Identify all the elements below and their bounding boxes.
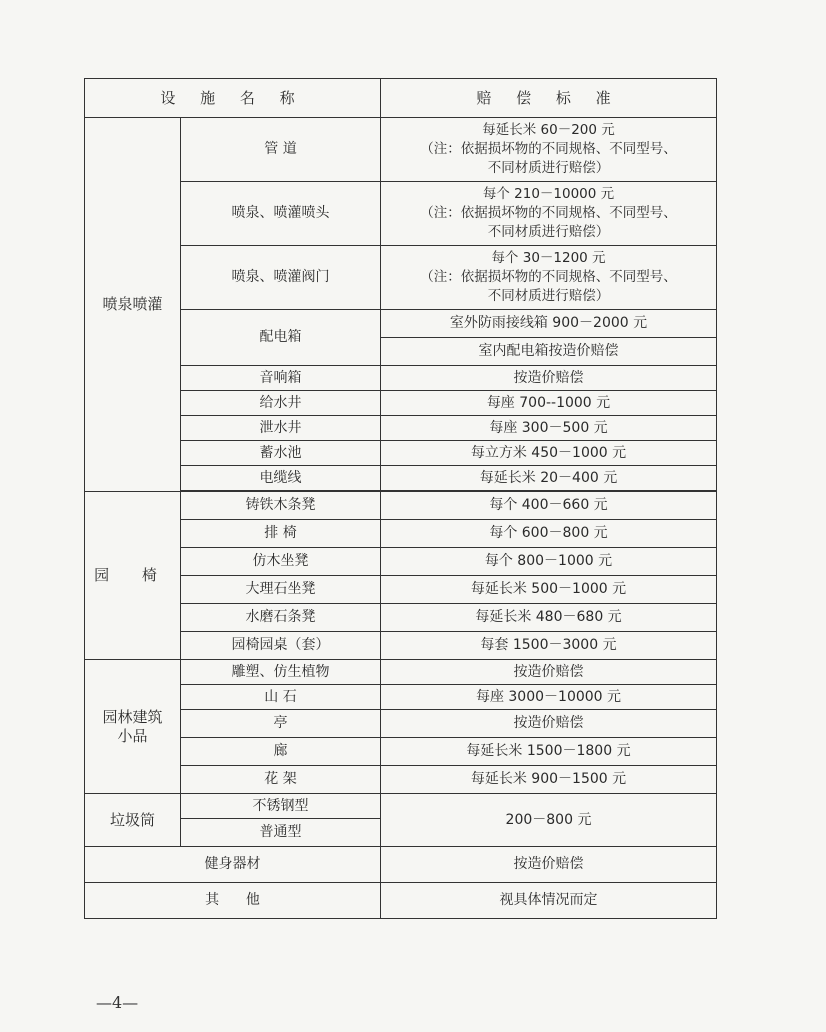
facility-name-cell: 喷泉、喷灌阀门 <box>181 246 381 310</box>
table-row <box>85 492 717 520</box>
standard-note: 不同材质进行赔偿） <box>487 160 610 176</box>
standard-cell: 每延长米 480－680 元 <box>381 604 717 632</box>
category-cell <box>85 660 181 794</box>
category-line: 园林建筑 <box>102 707 163 726</box>
header-compensation-standard: 赔 偿 标 准 <box>381 79 717 118</box>
standard-cell: 每延长米 1500－1800 元 <box>381 738 717 766</box>
standard-note: 不同材质进行赔偿） <box>487 224 610 240</box>
facility-name-cell: 山 石 <box>181 685 381 710</box>
facility-name-cell: 仿木坐凳 <box>181 548 381 576</box>
standard-line: 每个 30－1200 元 <box>491 250 606 266</box>
compensation-standard-table <box>84 78 717 919</box>
table-row <box>85 118 717 182</box>
standard-cell: 按造价赔偿 <box>381 847 717 883</box>
facility-name-cell: 铸铁木条凳 <box>181 492 381 520</box>
category-cell: 园 椅 <box>85 492 181 660</box>
standard-cell: 视具体情况而定 <box>381 883 717 919</box>
facility-name-cell: 音响箱 <box>181 366 381 391</box>
facility-name-cell: 花 架 <box>181 766 381 794</box>
facility-name-cell: 亭 <box>181 710 381 738</box>
table-header-row <box>85 79 717 118</box>
page-number: —4— <box>96 993 139 1012</box>
facility-name-cell: 排 椅 <box>181 520 381 548</box>
category-cell: 喷泉喷灌 <box>85 118 181 492</box>
facility-name-cell: 水磨石条凳 <box>181 604 381 632</box>
table-row <box>85 847 717 883</box>
facility-name-cell: 给水井 <box>181 391 381 416</box>
facility-name-cell: 不锈钢型 <box>181 794 381 819</box>
standard-note: （注：依据损坏物的不同规格、不同型号、 <box>420 141 677 157</box>
standard-cell <box>381 246 717 310</box>
standard-cell: 每延长米 20－400 元 <box>381 466 717 491</box>
table-row <box>85 660 717 685</box>
standard-cell: 按造价赔偿 <box>381 660 717 685</box>
facility-name-cell: 大理石坐凳 <box>181 576 381 604</box>
standard-cell: 每个 400－660 元 <box>381 492 717 520</box>
table-row <box>85 883 717 919</box>
facility-name-cell: 普通型 <box>181 819 381 847</box>
standard-cell: 每个 800－1000 元 <box>381 548 717 576</box>
facility-name-cell: 健身器材 <box>85 847 381 883</box>
standard-cell: 按造价赔偿 <box>381 366 717 391</box>
standard-cell: 每延长米 900－1500 元 <box>381 766 717 794</box>
category-line: 小品 <box>117 726 148 745</box>
standard-cell: 每座 700--1000 元 <box>381 391 717 416</box>
facility-name-cell: 其 他 <box>85 883 381 919</box>
standard-cell: 每个 600－800 元 <box>381 520 717 548</box>
standard-cell: 每套 1500－3000 元 <box>381 632 717 660</box>
standard-cell: 200－800 元 <box>381 794 717 847</box>
facility-name-cell: 电缆线 <box>181 466 381 491</box>
facility-name-cell: 雕塑、仿生植物 <box>181 660 381 685</box>
standard-cell: 每座 3000－10000 元 <box>381 685 717 710</box>
standard-note: （注：依据损坏物的不同规格、不同型号、 <box>420 269 677 285</box>
standard-cell <box>381 182 717 246</box>
header-facility-name: 设 施 名 称 <box>85 79 381 118</box>
standard-line: 每延长米 60－200 元 <box>482 122 615 138</box>
facility-name-cell: 管 道 <box>181 118 381 182</box>
facility-name-cell: 廊 <box>181 738 381 766</box>
table-row <box>85 794 717 819</box>
standard-cell: 每立方米 450－1000 元 <box>381 441 717 466</box>
standard-cell: 每延长米 500－1000 元 <box>381 576 717 604</box>
facility-name-cell: 蓄水池 <box>181 441 381 466</box>
standard-cell: 每座 300－500 元 <box>381 416 717 441</box>
standard-line: 每个 210－10000 元 <box>482 186 615 202</box>
standard-cell <box>381 118 717 182</box>
facility-name-cell: 喷泉、喷灌喷头 <box>181 182 381 246</box>
standard-note: 不同材质进行赔偿） <box>487 288 610 304</box>
facility-name-cell: 配电箱 <box>181 310 381 366</box>
standard-cell: 室内配电箱按造价赔偿 <box>381 338 717 366</box>
category-cell: 垃圾筒 <box>85 794 181 847</box>
standard-note: （注：依据损坏物的不同规格、不同型号、 <box>420 205 677 221</box>
facility-name-cell: 园椅园桌（套） <box>181 632 381 660</box>
facility-name-cell: 泄水井 <box>181 416 381 441</box>
standard-cell: 室外防雨接线箱 900－2000 元 <box>381 310 717 338</box>
standard-cell: 按造价赔偿 <box>381 710 717 738</box>
